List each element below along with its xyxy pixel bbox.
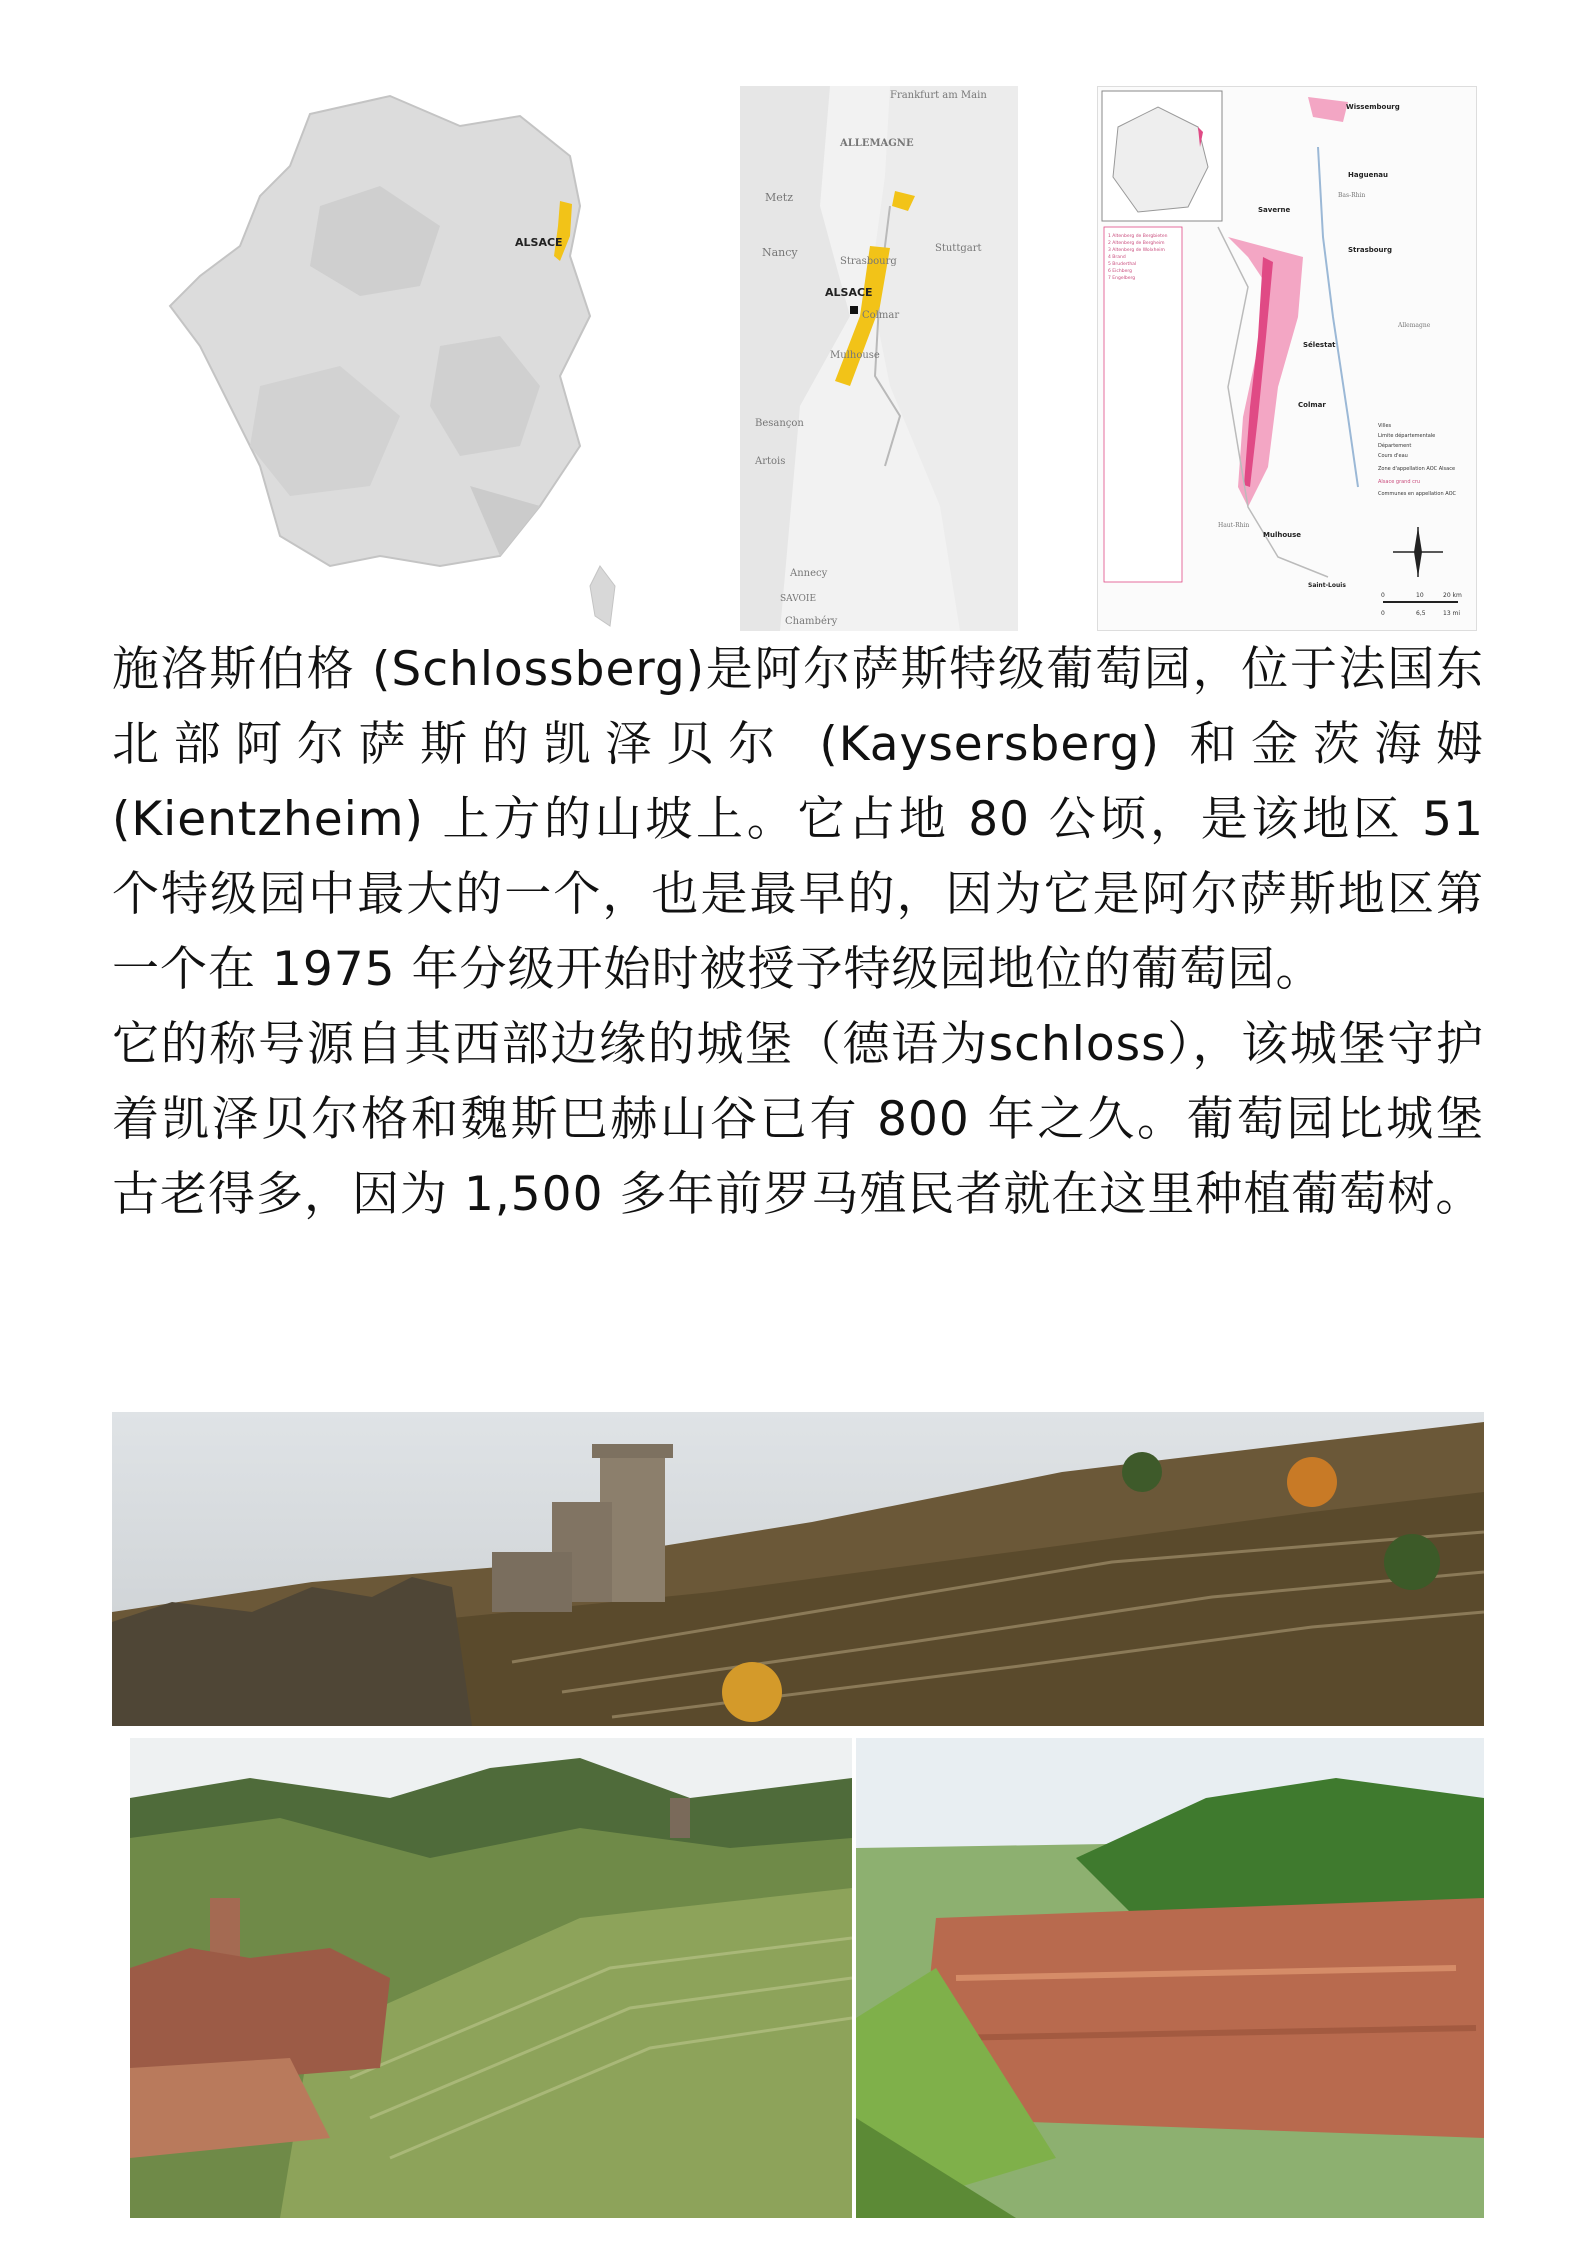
- map-label-selestat: Sélestat: [1303, 341, 1336, 349]
- svg-text:6,5: 6,5: [1416, 610, 1426, 617]
- region-map: [740, 86, 1018, 631]
- map-label-mulhouse-detail: Mulhouse: [1263, 531, 1302, 539]
- legend-villes: Villes: [1378, 423, 1392, 429]
- map-label-colmar: Colmar: [862, 310, 900, 321]
- svg-text:10: 10: [1416, 592, 1424, 599]
- map-label-metz: Metz: [765, 191, 793, 204]
- alsace-label: ALSACE: [515, 236, 563, 249]
- france-map: [140, 86, 670, 631]
- paragraph-history: 它的称号源自其西部边缘的城堡（德语为schloss），该城堡守护着凯泽贝尔格和魏斯巴赫山谷已有 800 年之久。葡萄园比城堡古老得多，因为 1,500 多年前罗马殖民者就在这里种植葡萄树。: [112, 1017, 1484, 1222]
- svg-text:5 Bruderthal: 5 Bruderthal: [1108, 262, 1137, 267]
- legend-communes: Communes en appellation AOC: [1378, 491, 1456, 497]
- map-label-mulhouse: Mulhouse: [830, 350, 880, 361]
- compass-icon: [1393, 527, 1443, 577]
- legend-grand-cru: Alsace grand cru: [1378, 479, 1421, 485]
- map-label-strasbourg-detail: Strasbourg: [1348, 246, 1392, 254]
- map-label-nancy: Nancy: [762, 246, 798, 259]
- map-label-saint-louis: Saint-Louis: [1308, 582, 1346, 589]
- detail-map: [1097, 86, 1477, 631]
- legend-aoc-zone: Zone d'appellation AOC Alsace: [1378, 466, 1456, 472]
- svg-text:0: 0: [1381, 610, 1385, 617]
- kaysersberg-valley-photo: [130, 1738, 852, 2218]
- svg-text:2 Altenberg de Bergheim: 2 Altenberg de Bergheim: [1108, 241, 1165, 246]
- map-label-strasbourg: Strasbourg: [840, 256, 897, 267]
- paragraph-intro: 施洛斯伯格 (Schlossberg)是阿尔萨斯特级葡萄园，位于法国东北部阿尔萨斯的凯泽贝尔 (Kaysersberg) 和金茨海姆 (Kientzheim) 上方的山坡上。它占地 80 公顷，是该地区 51 个特级园中最大的一个，也是最早的，因为它是阿尔萨斯地区第一个在 1975 年分级开始时被授予特级园地位的葡萄园。: [112, 642, 1484, 997]
- map-label-alsace: ALSACE: [825, 286, 873, 299]
- legend-cours-eau: Cours d'eau: [1378, 453, 1408, 459]
- map-label-haut-rhin: Haut-Rhin: [1218, 522, 1250, 529]
- map-label-saverne: Saverne: [1258, 206, 1291, 214]
- map-label-allemagne: ALLEMAGNE: [840, 138, 914, 149]
- map-label-colmar-detail: Colmar: [1298, 401, 1326, 409]
- legend-departement: Département: [1378, 443, 1412, 449]
- map-label-savoie: SAVOIE: [780, 594, 817, 604]
- svg-text:20 km: 20 km: [1443, 592, 1462, 599]
- map-label-frankfurt: Frankfurt am Main: [890, 90, 987, 101]
- map-label-besancon: Besançon: [755, 418, 804, 429]
- svg-text:4 Brand: 4 Brand: [1108, 255, 1126, 260]
- svg-text:6 Eichberg: 6 Eichberg: [1108, 269, 1132, 274]
- map-label-wissembourg: Wissembourg: [1346, 103, 1400, 111]
- map-label-annecy: Annecy: [790, 568, 828, 579]
- svg-text:7 Engelberg: 7 Engelberg: [1108, 276, 1136, 281]
- svg-text:0: 0: [1381, 592, 1385, 599]
- svg-text:13 mi: 13 mi: [1443, 610, 1461, 617]
- svg-text:1 Altenberg de Bergbieten: 1 Altenberg de Bergbieten: [1108, 234, 1168, 239]
- map-label-artois: Artois: [755, 456, 786, 467]
- article-text: [112, 632, 1484, 1232]
- svg-text:3 Altenberg de Wolxheim: 3 Altenberg de Wolxheim: [1108, 248, 1165, 253]
- maps-row: [112, 86, 1477, 631]
- castle-vineyard-photo: [112, 1412, 1484, 1726]
- map-label-haguenau: Haguenau: [1348, 171, 1389, 179]
- legend-limite: Limite départementale: [1378, 433, 1436, 439]
- scale-bar: [1381, 592, 1462, 617]
- map-label-bas-rhin: Bas-Rhin: [1338, 192, 1366, 199]
- map-label-stuttgart: Stuttgart: [935, 243, 982, 254]
- village-aerial-photo: [856, 1738, 1484, 2218]
- map-label-chambery: Chambéry: [785, 616, 838, 627]
- map-label-allemagne-detail: Allemagne: [1398, 322, 1431, 329]
